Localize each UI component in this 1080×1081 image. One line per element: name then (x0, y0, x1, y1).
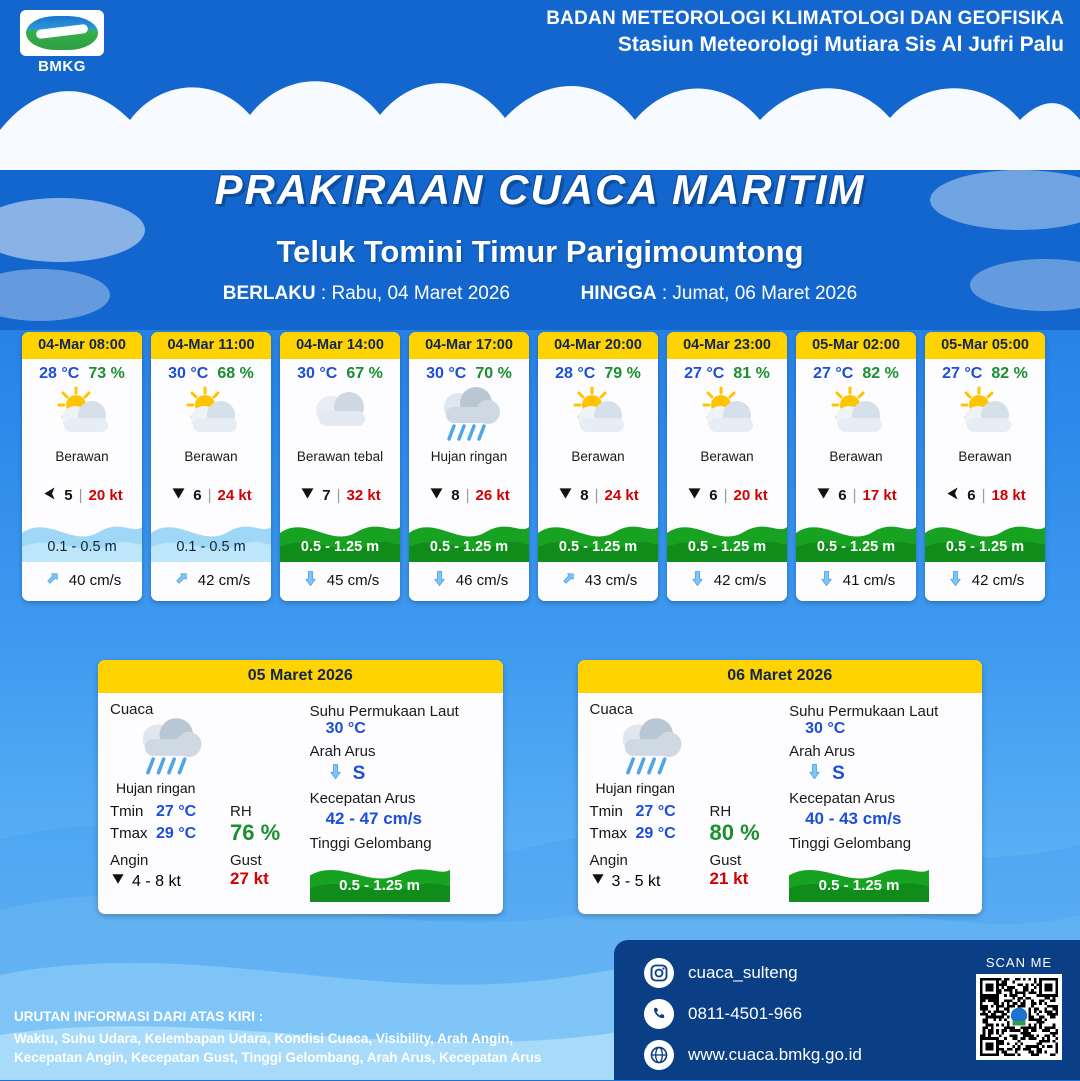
card-temp-humidity (796, 359, 916, 385)
wind-gust: 24 kt (217, 487, 252, 504)
daily-wind-speed: 4 - 8 kt (132, 872, 181, 890)
daily-tmax: 29 °C (635, 825, 676, 842)
wind-separator: | (465, 487, 470, 504)
current-speed: 42 cm/s (713, 572, 767, 589)
wind-direction-icon (428, 485, 445, 506)
card-temp-humidity (280, 359, 400, 385)
current-speed: 42 cm/s (971, 572, 1025, 589)
card-temperature: 28 °C (555, 365, 596, 382)
wind-separator: | (594, 487, 599, 504)
daily-gust: 27 kt (230, 869, 269, 888)
hourly-forecast-card (925, 332, 1045, 601)
label-sst: Suhu Permukaan Laut (309, 703, 459, 720)
card-humidity: 68 % (217, 365, 254, 382)
card-time: 04-Mar 11:00 (151, 332, 271, 359)
validity-from-value: Rabu, 04 Maret 2026 (331, 283, 510, 304)
card-time: 04-Mar 17:00 (409, 332, 529, 359)
contact-instagram[interactable] (644, 958, 944, 988)
card-wind (925, 481, 1045, 512)
daily-sst: 30 °C (325, 720, 366, 737)
wave-height: 0.1 - 0.5 m (176, 539, 246, 555)
wave-height: 0.1 - 0.5 m (47, 539, 117, 555)
wind-separator: | (336, 487, 341, 504)
label-tmin: Tmin (589, 803, 623, 820)
card-wave (409, 512, 529, 562)
daily-tmax: 29 °C (156, 825, 197, 842)
cloudy-sun-icon (796, 385, 916, 447)
cloudy-sun-icon (151, 385, 271, 447)
label-kec-arus: Kecepatan Arus (789, 790, 895, 807)
card-temperature: 27 °C (684, 365, 725, 382)
current-direction-icon (430, 569, 449, 592)
wind-direction-icon (110, 871, 126, 892)
page-subtitle: Teluk Tomini Timur Parigimountong (276, 234, 804, 269)
daily-wave (789, 856, 929, 902)
label-gust: Gust (230, 852, 262, 869)
legend-block (14, 1007, 541, 1068)
wave-height: 0.5 - 1.25 m (816, 539, 896, 555)
card-wave (22, 512, 142, 562)
daily-current-speed: 42 - 47 cm/s (325, 809, 422, 828)
card-condition: Berawan (958, 449, 1012, 464)
card-current (667, 562, 787, 601)
scan-me-label: SCAN ME (985, 955, 1053, 970)
hourly-forecast-card (280, 332, 400, 601)
card-time: 04-Mar 23:00 (667, 332, 787, 359)
daily-tmin: 27 °C (635, 803, 676, 820)
current-direction-icon (172, 569, 191, 592)
wind-speed: 6 (709, 487, 718, 504)
wave-height: 0.5 - 1.25 m (558, 539, 638, 555)
label-tmin: Tmin (110, 803, 144, 820)
phone-number: 0811-4501-966 (688, 1004, 803, 1023)
card-humidity: 70 % (475, 365, 512, 382)
card-current (280, 562, 400, 601)
label-tmax: Tmax (110, 825, 148, 842)
page-title: PRAKIRAAN CUACA MARITIM (214, 166, 866, 213)
header-line2: Stasiun Meteorologi Mutiara Sis Al Jufri Palu (617, 33, 1064, 56)
current-direction-icon (326, 762, 345, 786)
card-current (409, 562, 529, 601)
wind-gust: 20 kt (88, 487, 123, 504)
daily-sst: 30 °C (805, 720, 846, 737)
daily-wind-speed: 3 - 5 kt (611, 872, 661, 890)
card-condition: Berawan (184, 449, 238, 464)
card-wind (280, 481, 400, 512)
current-direction-icon (688, 569, 707, 592)
card-condition: Berawan (571, 449, 625, 464)
label-sst: Suhu Permukaan Laut (789, 703, 939, 720)
card-time: 04-Mar 20:00 (538, 332, 658, 359)
wind-speed: 6 (193, 487, 202, 504)
current-speed: 43 cm/s (584, 572, 638, 589)
wind-direction-icon (170, 485, 187, 506)
header-line1: BADAN METEOROLOGI KLIMATOLOGI DAN GEOFISIKA (546, 8, 1064, 29)
card-humidity: 81 % (733, 365, 770, 382)
validity-colon-2: : (661, 283, 673, 304)
hourly-forecast-card (151, 332, 271, 601)
card-temperature: 27 °C (813, 365, 854, 382)
bmkg-logo-mark (20, 10, 104, 56)
hourly-forecast-card (796, 332, 916, 601)
wind-separator: | (723, 487, 728, 504)
wind-speed: 8 (451, 487, 460, 504)
header-text (546, 8, 1064, 57)
card-current (796, 562, 916, 601)
instagram-icon (644, 958, 674, 988)
daily-wave (310, 856, 450, 902)
daily-current-speed: 40 - 43 cm/s (805, 809, 902, 828)
label-rh: RH (230, 803, 252, 820)
card-wave (280, 512, 400, 562)
card-current (22, 562, 142, 601)
card-temperature: 28 °C (39, 365, 80, 382)
current-speed: 46 cm/s (455, 572, 509, 589)
qr-block (976, 955, 1062, 1060)
wind-direction-icon (590, 871, 606, 892)
daily-date: 05 Maret 2026 (98, 660, 503, 693)
card-condition: Hujan ringan (430, 449, 508, 464)
legend-line2: Kecepatan Angin, Kecepatan Gust, Tinggi Gelombang, Arah Arus, Kecepatan Arus (14, 1050, 542, 1066)
current-direction-icon (805, 762, 824, 786)
rain-icon (110, 718, 306, 780)
current-direction-icon (301, 569, 320, 592)
daily-wind (590, 871, 686, 892)
contact-phone[interactable] (644, 999, 944, 1029)
wind-direction-icon (299, 485, 316, 506)
card-time: 05-Mar 02:00 (796, 332, 916, 359)
wind-gust: 26 kt (475, 487, 510, 504)
wind-direction-icon (815, 485, 832, 506)
hourly-forecast-card (538, 332, 658, 601)
daily-wave-height: 0.5 - 1.25 m (818, 877, 900, 894)
wind-separator: | (981, 487, 986, 504)
website-url: www.cuaca.bmkg.go.id (688, 1045, 862, 1064)
contact-block (644, 958, 944, 1081)
card-wave (151, 512, 271, 562)
card-humidity: 67 % (346, 365, 383, 382)
wind-gust: 17 kt (862, 487, 897, 504)
card-wind (667, 481, 787, 512)
daily-current-direction: S (352, 763, 366, 784)
card-humidity: 82 % (862, 365, 899, 382)
bmkg-logo (14, 10, 110, 84)
card-condition: Berawan tebal (296, 449, 384, 464)
label-rh: RH (709, 803, 732, 820)
card-current (538, 562, 658, 601)
card-wind (796, 481, 916, 512)
wind-direction-icon (41, 485, 58, 506)
label-angin: Angin (110, 852, 149, 869)
wind-gust: 32 kt (346, 487, 381, 504)
label-angin: Angin (589, 852, 628, 869)
label-cuaca: Cuaca (589, 701, 633, 718)
card-temp-humidity (151, 359, 271, 385)
daily-forecast-panel (578, 660, 983, 914)
card-time: 04-Mar 08:00 (22, 332, 142, 359)
card-humidity: 82 % (991, 365, 1028, 382)
card-condition: Berawan (700, 449, 754, 464)
label-arah-arus: Arah Arus (309, 743, 376, 760)
wind-direction-icon (686, 485, 703, 506)
wave-height: 0.5 - 1.25 m (300, 539, 380, 555)
daily-gust: 21 kt (709, 869, 749, 888)
daily-condition: Hujan ringan (595, 780, 675, 796)
daily-forecast-list (98, 660, 982, 914)
card-wave (667, 512, 787, 562)
legend-title: URUTAN INFORMASI DARI ATAS KIRI : (14, 1009, 264, 1025)
daily-forecast-panel (98, 660, 503, 914)
wind-separator: | (207, 487, 212, 504)
cloudy-sun-icon (925, 385, 1045, 447)
card-wind (22, 481, 142, 512)
card-temp-humidity (925, 359, 1045, 385)
card-time: 05-Mar 05:00 (925, 332, 1045, 359)
card-current (925, 562, 1045, 601)
daily-condition: Hujan ringan (116, 780, 196, 796)
contact-website[interactable] (644, 1040, 944, 1070)
card-wave (538, 512, 658, 562)
card-condition: Berawan (829, 449, 883, 464)
card-temperature: 30 °C (297, 365, 338, 382)
label-tinggi-gelombang: Tinggi Gelombang (309, 835, 432, 852)
wind-speed: 6 (967, 487, 976, 504)
current-speed: 42 cm/s (197, 572, 251, 589)
cloudy-sun-icon (22, 385, 142, 447)
card-temperature: 27 °C (942, 365, 983, 382)
wind-gust: 24 kt (604, 487, 639, 504)
bmkg-logo-text: BMKG (38, 58, 86, 75)
daily-date: 06 Maret 2026 (578, 660, 983, 693)
current-direction-icon (817, 569, 836, 592)
current-speed: 40 cm/s (68, 572, 122, 589)
wind-separator: | (78, 487, 83, 504)
validity-to-value: Jumat, 06 Maret 2026 (672, 283, 858, 304)
wave-height: 0.5 - 1.25 m (687, 539, 767, 555)
hourly-forecast-list (22, 332, 1060, 601)
card-humidity: 79 % (604, 365, 641, 382)
current-direction-icon (946, 569, 965, 592)
phone-icon (644, 999, 674, 1029)
wind-direction-icon (557, 485, 574, 506)
label-tinggi-gelombang: Tinggi Gelombang (789, 835, 912, 852)
card-wind (409, 481, 529, 512)
label-kec-arus: Kecepatan Arus (309, 790, 416, 807)
current-direction-icon (559, 569, 578, 592)
globe-icon (644, 1040, 674, 1070)
wind-gust: 20 kt (733, 487, 768, 504)
qr-code[interactable] (976, 974, 1062, 1060)
label-gust: Gust (709, 852, 742, 869)
card-condition: Berawan (55, 449, 109, 464)
daily-current-direction: S (832, 763, 845, 784)
daily-wind (110, 871, 206, 892)
validity-from-label: BERLAKU (222, 283, 316, 304)
card-wind (538, 481, 658, 512)
card-temp-humidity (409, 359, 529, 385)
legend-line1: Waktu, Suhu Udara, Kelembapan Udara, Kondisi Cuaca, Visibility, Arah Angin, (14, 1030, 514, 1046)
rain-icon (409, 385, 529, 447)
card-temp-humidity (667, 359, 787, 385)
instagram-handle: cuaca_sulteng (688, 963, 798, 982)
label-cuaca: Cuaca (110, 701, 154, 718)
hourly-forecast-card (409, 332, 529, 601)
hourly-forecast-card (22, 332, 142, 601)
card-humidity: 73 % (88, 365, 125, 382)
cloud-icon (280, 385, 400, 447)
daily-wave-height: 0.5 - 1.25 m (339, 877, 421, 894)
card-temperature: 30 °C (426, 365, 467, 382)
hourly-forecast-card (667, 332, 787, 601)
card-temp-humidity (22, 359, 142, 385)
wind-separator: | (852, 487, 857, 504)
wind-speed: 6 (838, 487, 847, 504)
card-wave (796, 512, 916, 562)
cloudy-sun-icon (538, 385, 658, 447)
rain-icon (590, 718, 786, 780)
daily-tmin: 27 °C (156, 803, 197, 820)
wave-height: 0.5 - 1.25 m (945, 539, 1025, 555)
label-tmax: Tmax (589, 825, 627, 842)
wave-height: 0.5 - 1.25 m (429, 539, 509, 555)
wind-direction-icon (944, 485, 961, 506)
daily-rh: 76 % (230, 820, 281, 845)
card-wind (151, 481, 271, 512)
wind-speed: 8 (580, 487, 589, 504)
label-arah-arus: Arah Arus (789, 743, 855, 760)
daily-rh: 80 % (709, 820, 760, 845)
current-speed: 41 cm/s (842, 572, 896, 589)
current-speed: 45 cm/s (326, 572, 380, 589)
validity-period (0, 283, 1080, 305)
current-direction-icon (43, 569, 62, 592)
card-time: 04-Mar 14:00 (280, 332, 400, 359)
card-temp-humidity (538, 359, 658, 385)
wind-speed: 7 (322, 487, 331, 504)
wind-gust: 18 kt (991, 487, 1026, 504)
wind-speed: 5 (64, 487, 73, 504)
cloudy-sun-icon (667, 385, 787, 447)
card-temperature: 30 °C (168, 365, 209, 382)
card-current (151, 562, 271, 601)
card-wave (925, 512, 1045, 562)
validity-colon-1: : (320, 283, 332, 304)
validity-to-label: HINGGA (580, 283, 657, 304)
